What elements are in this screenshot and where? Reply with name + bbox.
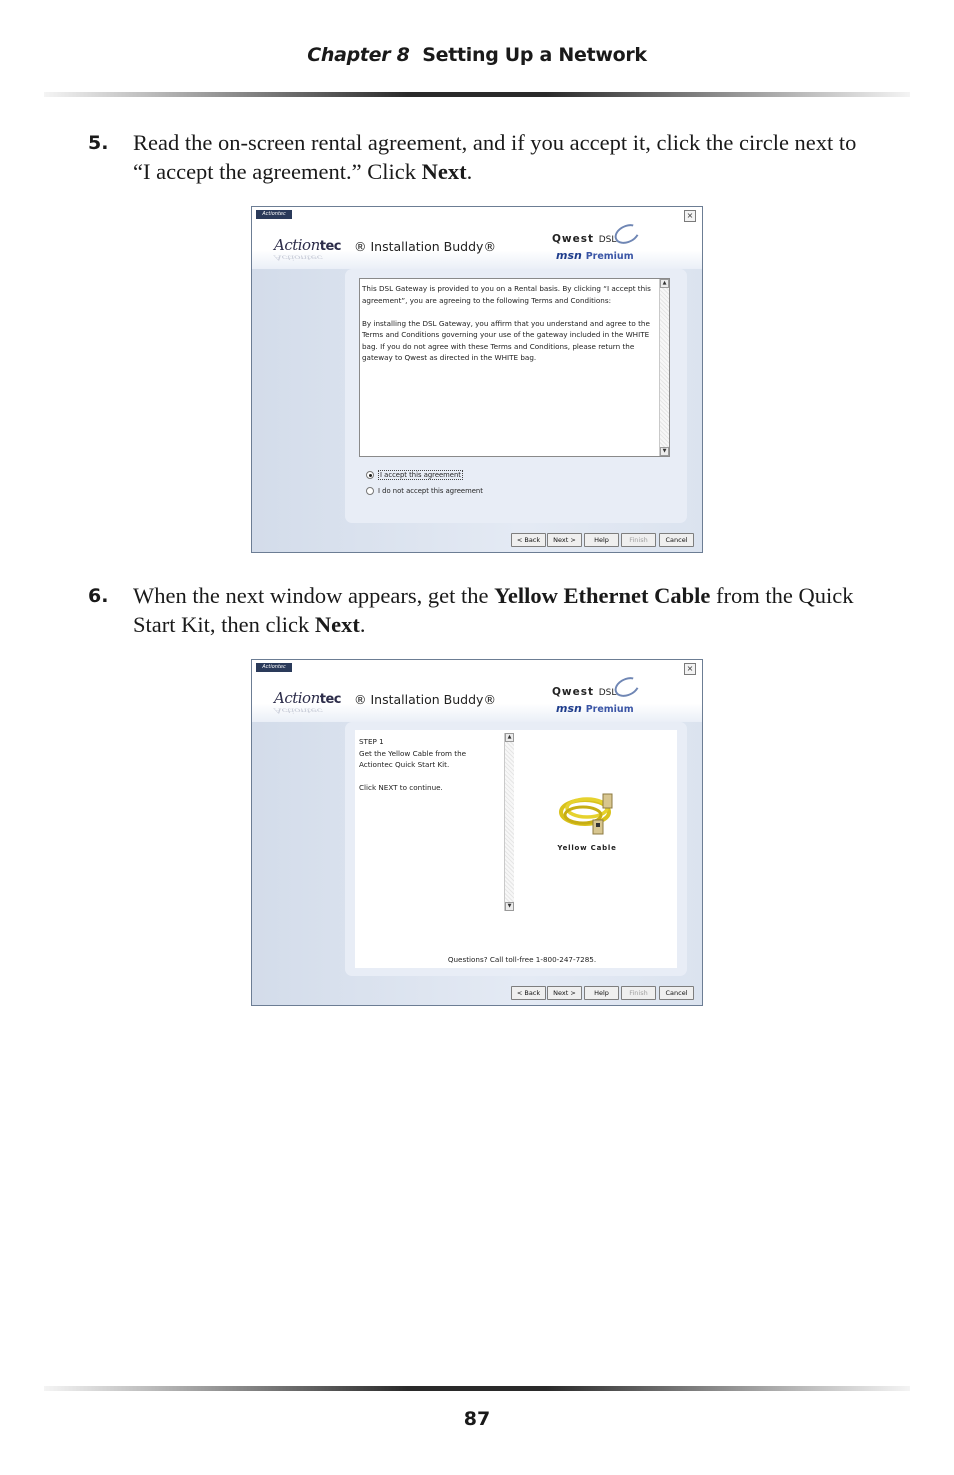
cable-label: Yellow Cable [557, 844, 617, 852]
step1-instructions [359, 736, 499, 805]
decline-label[interactable]: I do not accept this agreement [378, 487, 483, 495]
decline-radio[interactable] [366, 487, 374, 495]
finish-button[interactable]: Finish [621, 986, 656, 1000]
qwest-logo: Qwest DSL [552, 686, 617, 698]
step1-line: Get the Yellow Cable from the Actiontec Quick Start Kit. [359, 748, 467, 769]
close-icon[interactable]: × [684, 210, 696, 222]
qwest-logo: Qwest DSL [552, 233, 617, 245]
scroll-down-icon[interactable]: ▼ [660, 447, 669, 456]
step1-heading: STEP 1 [359, 737, 384, 746]
back-button[interactable]: < Back [511, 533, 546, 547]
actiontec-logo: Actiontec [274, 689, 341, 707]
step-6 [88, 581, 868, 639]
footer-rule [44, 1386, 910, 1391]
decline-radio-row[interactable] [366, 487, 483, 495]
msn-premium-logo: msn Premium [556, 702, 634, 715]
chapter-title: Setting Up a Network [422, 44, 647, 66]
msn-premium-logo: msn Premium [556, 249, 634, 262]
accept-radio-row[interactable] [366, 470, 463, 480]
scroll-up-icon[interactable]: ▲ [660, 279, 669, 288]
scroll-down-icon[interactable]: ▼ [505, 902, 514, 911]
product-name: ® Installation Buddy® [354, 692, 496, 707]
support-phone-text: Questions? Call toll-free 1-800-247-7285. [447, 955, 597, 964]
page-header [0, 44, 954, 66]
back-button[interactable]: < Back [511, 986, 546, 1000]
step1-continue: Click NEXT to continue. [359, 783, 443, 792]
titlebar-logo: Actiontec [256, 210, 292, 219]
step-number: 6. [88, 585, 109, 607]
close-icon[interactable]: × [684, 663, 696, 675]
step1-scrollbar[interactable] [504, 733, 514, 911]
titlebar-logo: Actiontec [256, 663, 292, 672]
finish-button[interactable]: Finish [621, 533, 656, 547]
step-text: When the next window appears, get the Yellow Ethernet Cable from the Quick Start Kit, then click Next. [133, 583, 854, 637]
step1-dialog-screenshot [251, 659, 703, 1006]
help-button[interactable]: Help [584, 986, 619, 1000]
help-button[interactable]: Help [584, 533, 619, 547]
next-button[interactable]: Next > [547, 986, 582, 1000]
next-button[interactable]: Next > [547, 533, 582, 547]
logo-reflection: Actiontec [274, 706, 323, 715]
product-name: ® Installation Buddy® [354, 239, 496, 254]
page-number: 87 [463, 1408, 491, 1430]
accept-label[interactable]: I accept this agreement [380, 471, 461, 479]
step-5 [88, 128, 868, 186]
logo-reflection: Actiontec [274, 253, 323, 262]
agreement-para-1: This DSL Gateway is provided to you on a Rental basis. By clicking “I accept this agreement”, you are agreeing to the following Terms and Conditions: [362, 284, 651, 305]
step-number: 5. [88, 132, 109, 154]
agreement-scrollbar[interactable] [659, 279, 669, 456]
accept-radio[interactable] [366, 471, 374, 479]
cancel-button[interactable]: Cancel [659, 533, 694, 547]
actiontec-logo: Actiontec [274, 236, 341, 254]
agreement-dialog-screenshot [251, 206, 703, 553]
scroll-up-icon[interactable]: ▲ [505, 733, 514, 742]
cancel-button[interactable]: Cancel [659, 986, 694, 1000]
agreement-textbox[interactable] [359, 278, 670, 457]
chapter-label: Chapter 8 [307, 44, 410, 66]
yellow-cable-icon [555, 788, 627, 840]
agreement-para-2: By installing the DSL Gateway, you affirm that you understand and agree to the Terms and Conditions governing your use of the gateway included in the WHITE bag. If you do not agree with these Terms and Conditions, please return the gateway to Qwest as directed in the WHITE bag. [362, 318, 650, 362]
header-rule [44, 92, 910, 97]
step-text: Read the on-screen rental agreement, and if you accept it, click the circle next to “I accept the agreement.” Click Next. [133, 130, 857, 184]
